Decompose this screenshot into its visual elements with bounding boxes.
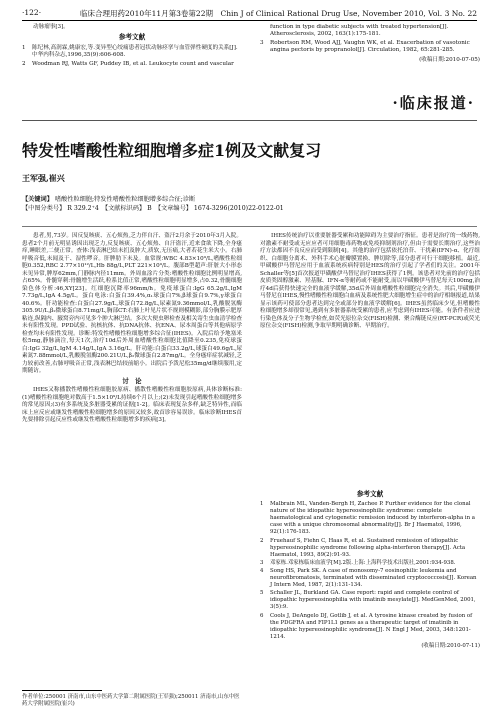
reference-item: 3 邓家栋.邓家栋临床血液学[M].2版.上海:上海科学技术出版社,2001:934-938. [260,559,456,566]
references-title: 参考文献 [118,33,146,42]
received-date: (收稿日期:2010-07-05) [419,56,480,63]
discussion-paragraph: IHES又称播散性嗜酸性粒细胞胶原病、播散性嗜酸性粒细胞胶原病,具体诊断标准:(1)嗜酸性粒细胞绝对数高于1.5×10⁹/L持续6个月以上;(2)未发现引起嗜酸性粒细胞增多的常见原因;(3)有多系统及多脏器受累的证据[1-2]。临床表现复杂多样,缺乏特异性,而临床上应反应或继发性嗜酸性粒细胞增多的原因又较多,故首诊容易误诊。临床诊断IHES首先要排除引起反应性或继发性嗜酸性粒细胞增多的疾病[3]。 [22,387,242,423]
journal-info: 临床合理用药2010年11月第3卷第22期 Chin J of Clinical Rational Drug Use, November 2010, Vol. 3 No. 22 [80,9,477,18]
banner-rule [22,120,477,121]
keywords-rule [22,226,477,227]
discussion-heading: 讨 论 [122,376,142,385]
case-report-paragraph: 患者,男,73岁。因反复咳痰、五心烦热,乏力伴自汗、盗汗2月余于2010年3月入院。患者2个月前无明显诱因出现乏力,反复咳痰、五心烦热、自汗盗汗,近来食欲下降,全身瘙痒,睡眠差,二便正常。查体:浅表淋巴结未扪及肿大,质软,无压痛,大者若花生米大小。右肺呼吸音低,未闻及干、湿性啰音。肝脾肋下未及。血常规:WBC 4.83×10⁹/L,嗜酸性粒细胞0.352,RBC 2.77×10¹²/L,Hb 88g/L,PLT 221×10⁹/L。腹部B型超声:肝脏大小形态未见异常,脾厚62mm,门静脉内径11mm。外周血涂片分类:嗜酸性粒细胞比例明显增高,占65%。骨髓穿刺:骨髓增生活跃,粒系比值正常,嗜酸性粒细胞明显增多,占0.32,骨髓细胞染色体分析:46,XY[23]。红细胞沉降率96mm/h。免疫球蛋白:IgG 65.2g/L,IgM 7.73g/L,IgA 4.5g/L。蛋白电泳:白蛋白39.4%,α₁球蛋白7%,β球蛋白9.7%,γ球蛋白40.6%。肝功能检查:白蛋白27.9g/L,球蛋白72.8g/L,尿素氮9.36mmol/L,乳酸脱氢酶305.9U/L,β₂微球蛋白8.71mg/L,胸部CT:右肺上叶见片状不规则模糊影,部分胸膜示肥厚粘连,纵隔内、腋窝旁内可见多个肿大淋巴结。多次大便虫卵检查及相关寄生虫血清学检查未有阳性发现。PPD试验、抗核抗体、抗DNA抗体、抗ENA、尿本周蛋白等其他病原学检查均未有阳性发现。诊断:特发性嗜酸性粒细胞增多综合征(IHES)。入院后给予地塞米松5mg,静脉滴注,每天1次,治疗10d后外周血嗜酸性粒细胞比值降至0.235,免疫球蛋白:IgG 32g/L,IgM 4.14g/L,IgA 3.16g/L。肝功能:白蛋白33.2g/L,球蛋白49.6g/L,尿素氮7.88mmol/L,乳酸脱氢酶200.21U/L,β₂微球蛋白2.87mg/L。全身瘙痒症状减轻,乏力较前改善,右肺呼吸音正常,浅表淋巴结较前缩小。出院后予泼尼松35mg/d继续服用,定期随访。 [22,233,242,374]
running-header [22,6,477,20]
reference-item: 1 Malbrain ML, Vanden-Bergh H, Zachee P. Further evidence for the clonal nature of the idiopathic hypereosinophilic syndrome: complete haematological and cytogenetic remission induced by interferon-alpha in a case with a unique chromosomal abnormality[J]. Br J Haematol, 1996, 92(1):176-183. [260,501,476,536]
treatment-paragraph: IHES传统治疗以重要脏器受累和功能障碍为主要治疗指征。患者是治疗的一线药物,对激素不耐受或无应应者可用细胞毒药物或免疫抑制剂治疗,但由于需要长期治疗,这些治疗方法都因不良反应而受到限制[4]。其他的治疗包括依托泊苷、干扰素(IFN)-α、化疗组织、白细胞分离术、外科手术心脏瓣膜置换、脾切除等,部分患者可行干细胞移植。最近,甲磺酸伊马替尼应用于血液系统疾病特别是HES的治疗引起了学者们的关注。2001年Schaller等[5]首次报道甲磺酸伊马替尼治疗IHES获得了1例。该患者对先前的治疗包括皮质类固醇激素、羟基脲、IFN-α等耐药或不能耐受,而以甲磺酸伊马替尼每天100mg,治疗4d后获得快速完全的血液学缓解,35d后外周血嗜酸性粒细胞完全消失。其后,甲磺酸伊马替尼在IHES,慢性嗜酸性粒细胞白血病及系统性肥大细胞增生症中的治疗相继报道,结果显示该药可使部分患者达到完全或部分的血液学缓解[6]。IHES虽然临床少见,但嗜酸性粒细胞增多却很常见,遇到有多脏器系统受累的患者,应考虑到有IHES可能。有条件者应进行染色体及分子生物学检查,如荧光原位杂交(FISH)检测、聚合酶链反应(RT-PCR)或荧光原位杂交(FISH)检测,争取早期明确诊断、早期治疗。 [260,233,480,329]
previous-article-tail [22,24,242,69]
page-number: ·122· [22,8,42,17]
reference-item: 1 陈纪林,高润霖,姚康宏,等.变异型心绞痛患者冠状动脉痉挛与血管弹性硬度的关系[J].中华内科杂志,1996,35(9):606-608. [22,44,238,59]
reference-item: function in type diabetic subjects with treated hypertension[J]. Atherosclerosis, 2002, 163(1):175-181. [270,24,449,38]
reference-item: 2 Fruehauf S, Fiehn C, Haas R, et al. Sustained remission of idiopathic hypereosinophilic syndrome following alpha-interferon therapy[J]. Acta Haematol, 1993, 89(2):91-93. [260,537,466,558]
reference-item: 3 Robertson RM, Wood AJJ, Vaughn WK, et al. Exacerbation of vasotonic angina pectoris by propranolol[J]. Circulation, 1982, 65:281-285. [260,39,470,54]
article-references [260,488,480,650]
classification-line: 【中图分类号】 R 329.2⁺4 【文献标识码】 B 【文章编号】 1674-3296(2010)22-0122-01 [22,205,284,212]
references-title: 参考文献 [356,490,384,498]
keywords-block [22,195,477,213]
body-right-column [260,233,480,331]
tail-text: 动脉瘤事[3]。 [33,24,69,30]
keywords-label: 【关键词】 [22,196,53,203]
article-authors: 王军强,崔兴 [22,173,65,183]
keywords-line [22,195,477,204]
article-title: 特发性嗜酸性粒细胞增多症1例及文献复习 [22,141,322,160]
reference-item: 2 Woodman RJ, Watts GF, Puddey IB, et al. Leukocyte count and vascular [22,60,234,67]
author-affiliation-footnote: 作者单位:250001 济南市,山东中医药大学第二附属医院(王军强);250011 济南市,山东中医药大学附属医院(崔兴) [22,694,240,708]
keywords: 嗜酸性粒细胞;特发性嗜酸性粒细胞增多综合征;诊断 [54,196,196,203]
received-date: (收稿日期:2010-07-11) [421,642,480,649]
reference-item: 6 Cools J, DeAngelo DJ, Gotlib J, et al. A tyrosine kinase created by fusion of the PDGFRA and FIP1L1 genes as a therapeutic target of imatinib in idiopathic hypereosinophilic syndrome[J]. N Engl J Med, 2003, 348:1201-1214. [260,612,473,640]
previous-article-refs [260,24,480,64]
section-banner: ·临床报道· [392,94,475,112]
footnote-rule [22,690,102,691]
reference-item: 4 Song HS, Park SK. A case of monosomy-7 eosinophilic leukemia and neurofibromatosis, terminated with disseminated cryptococcosis[J]. Korean J Intern Med, 1987, 2(1):131-134. [260,567,477,589]
body-left-column [22,233,242,425]
header-rule [22,20,477,21]
reference-item: 5 Schaller JL, Burkland GA. Case report: rapid and complete control of idiopathic hypereosinophilia with imatinib mesylate[J]. MedGenMed, 2001, 3(5):9. [260,590,476,611]
